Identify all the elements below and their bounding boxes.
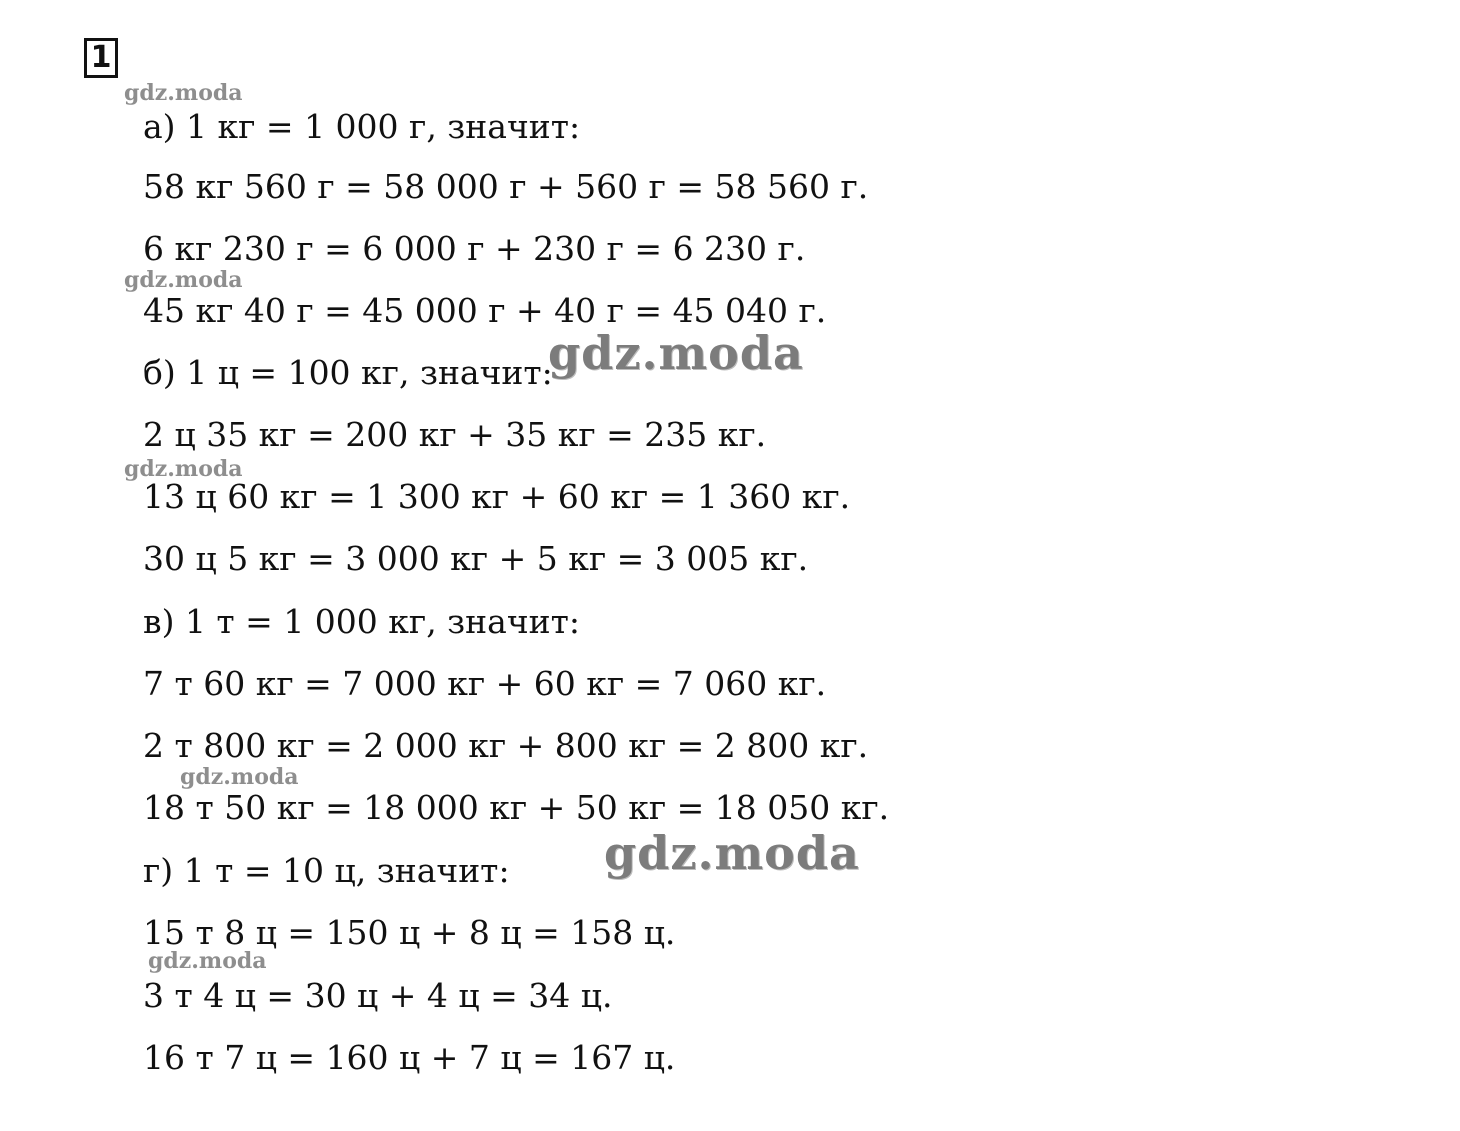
line-a-header: а) 1 кг = 1 000 г, значит: [143,107,581,146]
watermark: gdz.moda [124,80,243,106]
watermark-large: gdz.moda [548,326,804,380]
watermark: gdz.moda [124,267,243,293]
line-b-header: б) 1 ц = 100 кг, значит: [143,353,553,392]
line-b-3: 30 ц 5 кг = 3 000 кг + 5 кг = 3 005 кг. [143,539,809,578]
line-g-header: г) 1 т = 10 ц, значит: [143,851,510,890]
task-number-box: 1 [84,38,118,78]
watermark: gdz.moda [148,948,267,974]
line-a-3: 45 кг 40 г = 45 000 г + 40 г = 45 040 г. [143,291,827,330]
line-v-3: 18 т 50 кг = 18 000 кг + 50 кг = 18 050 кг. [143,788,890,827]
watermark: gdz.moda [180,764,299,790]
line-v-2: 2 т 800 кг = 2 000 кг + 800 кг = 2 800 кг. [143,726,869,765]
line-a-1: 58 кг 560 г = 58 000 г + 560 г = 58 560 г. [143,167,869,206]
line-g-2: 3 т 4 ц = 30 ц + 4 ц = 34 ц. [143,976,613,1015]
line-g-1: 15 т 8 ц = 150 ц + 8 ц = 158 ц. [143,913,676,952]
line-a-2: 6 кг 230 г = 6 000 г + 230 г = 6 230 г. [143,229,806,268]
line-v-header: в) 1 т = 1 000 кг, значит: [143,602,581,641]
watermark-large: gdz.moda [604,826,860,880]
watermark: gdz.moda [124,456,243,482]
line-b-1: 2 ц 35 кг = 200 кг + 35 кг = 235 кг. [143,415,767,454]
line-g-3: 16 т 7 ц = 160 ц + 7 ц = 167 ц. [143,1038,676,1077]
line-b-2: 13 ц 60 кг = 1 300 кг + 60 кг = 1 360 кг. [143,477,851,516]
line-v-1: 7 т 60 кг = 7 000 кг + 60 кг = 7 060 кг. [143,664,827,703]
